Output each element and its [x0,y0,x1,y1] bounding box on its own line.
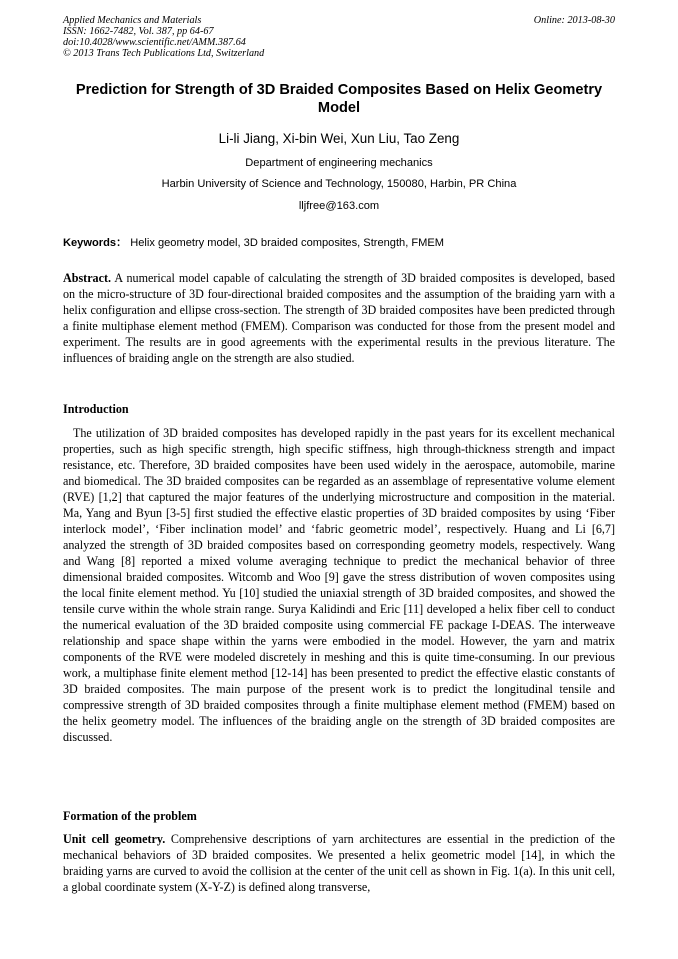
formation-paragraph [63,831,615,895]
paper-authors: Li-li Jiang, Xi-bin Wei, Xun Liu, Tao Zeng [218,131,460,146]
author-email: lljfree@163.com [298,200,380,212]
journal-issn: ISSN: 1662-7482, Vol. 387, pp 64-67 [63,26,214,37]
abstract-paragraph [63,270,615,366]
abstract-label: Abstract. [63,271,112,285]
affiliation-university: Harbin University of Science and Technology, 150080, Harbin, PR China [161,178,517,190]
abstract-text: A numerical model capable of calculating the strength of 3D braided composites is developed, based on the micro-structure of 3D four-directional braided composites and the assumption of the braiding yarn with a helix configuration and ellipse cross-section. The strength of 3D braided composites have been predicted through a finite multiphase element method (FMEM). Comparison was conducted for those from the present model and experiment. The results are in good agreements with the experimental results in the previous literature. The influences of braiding angle on the strength are also studied. [63,271,615,365]
journal-name: Applied Mechanics and Materials [63,15,202,26]
formation-text: Comprehensive descriptions of yarn architectures are essential in the prediction of the mechanical behaviors of 3D braided composites. We presented a helix geometric model [14], in which the braiding yarns are curved to avoid the collision at the center of the unit cell as shown in Fig. 1(a). In this unit cell, a global coordinate system (X-Y-Z) is defined along transverse, [63,832,615,894]
affiliation-department: Department of engineering mechanics [245,157,433,169]
paper-title: Prediction for Strength of 3D Braided Composites Based on Helix Geometry Model [75,82,603,116]
journal-doi: doi:10.4028/www.scientific.net/AMM.387.64 [63,37,246,48]
formation-section [63,831,615,895]
online-date: Online: 2013-08-30 [533,15,615,26]
keywords-label: Keywords： [63,237,128,249]
journal-copyright: © 2013 Trans Tech Publications Ltd, Switzerland [63,48,265,59]
introduction-section [63,425,615,745]
introduction-heading: Introduction [63,402,129,416]
unit-cell-subheading: Unit cell geometry. [63,832,166,846]
keywords [63,236,615,250]
keywords-text: Helix geometry model, 3D braided composites, Strength, FMEM [130,237,445,249]
formation-heading: Formation of the problem [63,809,197,823]
introduction-paragraph: The utilization of 3D braided composites has developed rapidly in the past years for its excellent mechanical properties, such as high specific strength, high specific stiffness, high through-thickness strength and impact resistance, etc. Therefore, 3D braided composites have been used widely in the aerospace, automobile, marine and biomedical. The 3D braided composites can be regarded as an assemblage of representative volume element (RVE) [1,2] that captured the major features of the underlying microstructure and composition in the material. Ma, Yang and Byun [3-5] first studied the effective elastic properties of 3D braided composites by using ‘Fiber interlock model’, ‘Fiber inclination model’ and ‘fabric geometric model’, respectively. Huang and Li [6,7] analyzed the strength of 3D braided composites based on corresponding geometry models, respectively. Wang and Wang [8] reported a mixed volume averaging technique to predict the mechanical behavior of three dimensional braided composites. Witcomb and Woo [9] gave the stress distribution of woven composites using the local finite element method. Yu [10] studied the uniaxial strength of 3D braided composites, and showed the tensile curve within the whole strain range. Surya Kalidindi and Eric [11] developed a helix fiber cell to conduct the numerical evaluation of the 3D braided composite using commercial FE package I-DEAS. The interweave relationship and space shape within the yarns were embodied in the model. However, the yarn and matrix components of the RVE were modeled discretely in meshing and this is quite time-consuming. In our previous work, a multiphase finite element method [12-14] has been presented to predict the effective elastic constants of 3D braided composites. The main purpose of the present work is to predict the longitudinal tensile and compressive strength of 3D braided composites through a finite multiphase element method (FMEM) based on the helix geometry model. The influences of the braiding angle on the strength of 3D braided composites are discussed. [63,426,615,744]
journal-meta [63,15,264,59]
abstract-section [63,270,615,366]
